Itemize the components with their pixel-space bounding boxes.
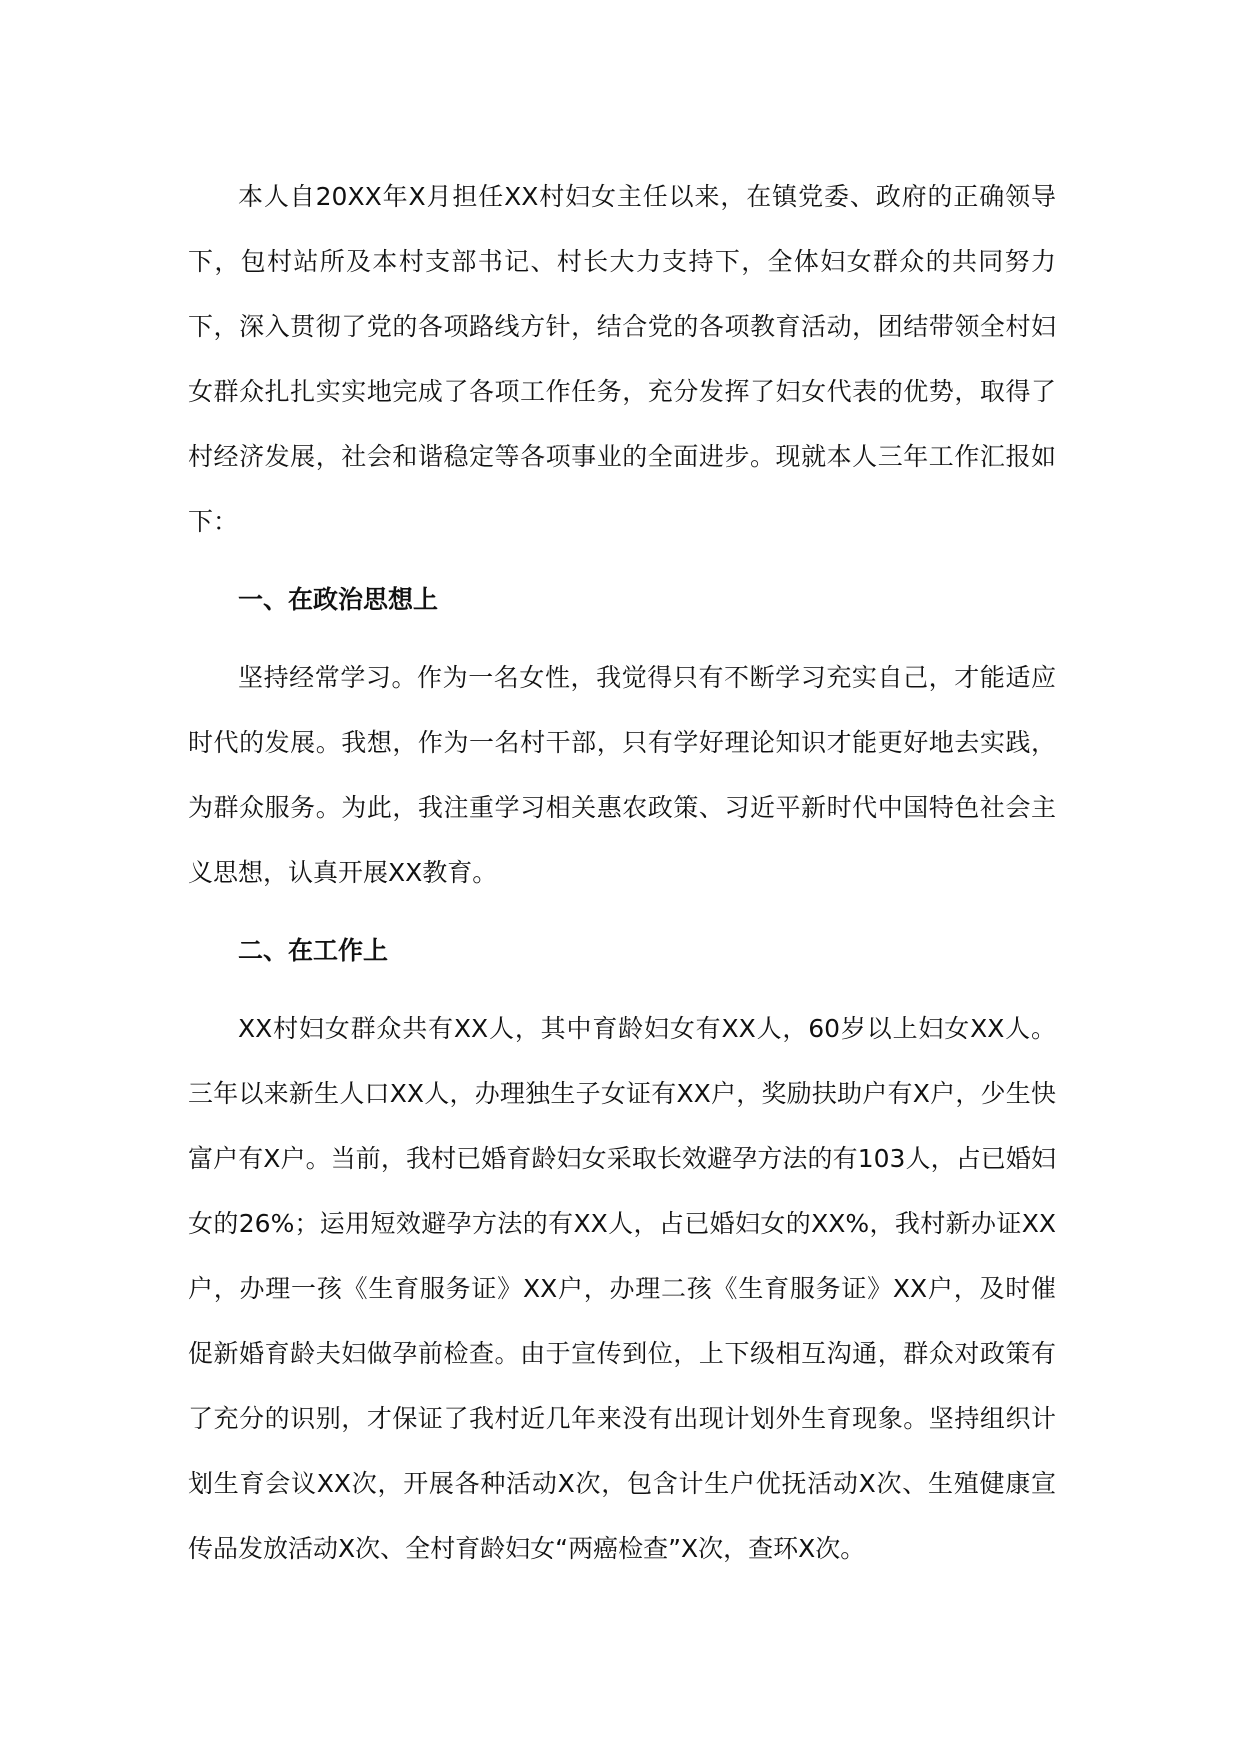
section-heading-work: 二、在工作上 bbox=[238, 936, 389, 965]
document-body bbox=[188, 164, 1056, 1594]
work-paragraph: XX村妇女群众共有XX人，其中育龄妇女有XX人，60岁以上妇女XX人。三年以来新生人口XX人，办理独生子女证有XX户，奖励扶助户有X户，少生快富户有X户。当前，我村已婚育龄妇女采取长效避孕方法的有103人，占已婚妇女的26%；运用短效避孕方法的有XX人，占已婚妇女的XX%，我村新办证XX户，办理一孩《生育服务证》XX户，办理二孩《生育服务证》XX户，及时催促新婚育龄夫妇做孕前检查。由于宣传到位，上下级相互沟通，群众对政策有了充分的识别，才保证了我村近几年来没有出现计划外生育现象。坚持组织计划生育会议XX次，开展各种活动X次，包含计生户优抚活动X次、生殖健康宣传品发放活动X次、全村育龄妇女“两癌检查”X次，查环X次。 bbox=[188, 1014, 1056, 1563]
political-paragraph: 坚持经常学习。作为一名女性，我觉得只有不断学习充实自己，才能适应时代的发展。我想，作为一名村干部，只有学好理论知识才能更好地去实践，为群众服务。为此，我注重学习相关惠农政策、习近平新时代中国特色社会主义思想，认真开展XX教育。 bbox=[188, 663, 1056, 887]
intro-paragraph: 本人自20XX年X月担任XX村妇女主任以来，在镇党委、政府的正确领导下，包村站所及本村支部书记、村长大力支持下，全体妇女群众的共同努力下，深入贯彻了党的各项路线方针，结合党的各项教育活动，团结带领全村妇女群众扎扎实实地完成了各项工作任务，充分发挥了妇女代表的优势，取得了村经济发展，社会和谐稳定等各项事业的全面进步。现就本人三年工作汇报如下： bbox=[188, 182, 1056, 536]
section-heading-political: 一、在政治思想上 bbox=[238, 585, 439, 614]
